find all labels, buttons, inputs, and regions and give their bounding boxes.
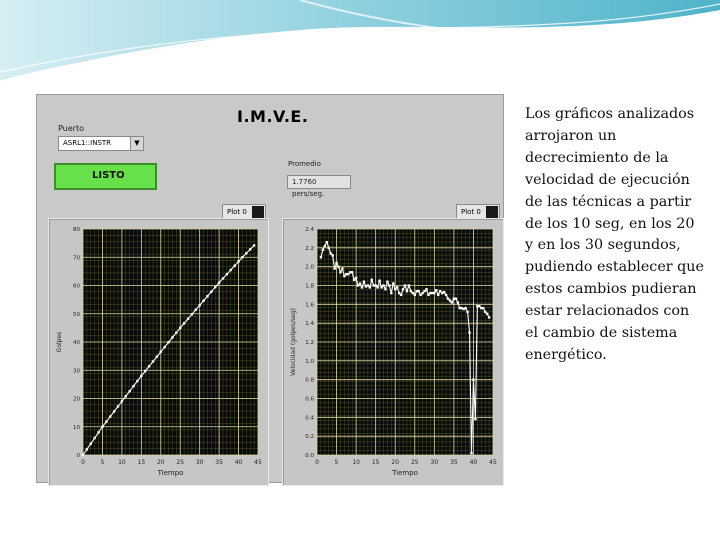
velocidad-chart-data-point — [457, 301, 459, 303]
golpes-chart-data-point — [163, 346, 165, 348]
golpes-chart-data-point — [214, 286, 216, 288]
app-title: I.M.V.E. — [237, 107, 309, 126]
golpes-chart-data-point — [156, 355, 158, 357]
golpes-chart-data-point — [206, 295, 208, 297]
velocidad-chart-data-point — [335, 262, 337, 264]
velocidad-chart-data-point — [331, 254, 333, 256]
velocidad-chart-data-point — [486, 313, 488, 315]
golpes-chart-data-point — [82, 454, 84, 456]
velocidad-chart-data-point — [359, 282, 361, 284]
golpes-chart-data-point — [132, 385, 134, 387]
velocidad-chart-data-point — [386, 281, 388, 283]
velocidad-chart-data-point — [451, 301, 453, 303]
velocidad-chart-data-point — [417, 290, 419, 292]
velocidad-chart-data-point — [384, 288, 386, 290]
plot-style-icon — [486, 206, 498, 218]
velocidad-chart-data-point — [363, 281, 365, 283]
velocidad-chart-data-point — [396, 286, 398, 288]
chart-velocidad-svg — [283, 219, 503, 485]
decorative-banner — [0, 0, 720, 90]
golpes-chart-data-point — [210, 291, 212, 293]
golpes-chart-y-tick-label: 0 — [76, 453, 80, 459]
velocidad-chart-data-point — [488, 316, 490, 318]
golpes-chart-data-point — [218, 281, 220, 283]
plot-legend-right-label: Plot 0 — [461, 208, 481, 216]
golpes-chart-data-point — [140, 375, 142, 377]
golpes-chart-y-tick-label: 50 — [73, 311, 80, 318]
velocidad-chart-data-point — [326, 241, 328, 243]
velocidad-chart-data-point — [470, 452, 472, 454]
golpes-chart-y-tick-label: 40 — [73, 340, 80, 346]
status-indicator: LISTO — [54, 163, 157, 190]
velocidad-chart-y-tick-label: 0.6 — [305, 396, 314, 403]
velocidad-chart-x-tick-label: 40 — [469, 459, 478, 466]
velocidad-chart-data-point — [322, 249, 324, 251]
golpes-chart-data-point — [222, 277, 224, 279]
puerto-label: Puerto — [58, 124, 84, 133]
velocidad-chart-x-tick-label: 30 — [430, 459, 439, 466]
golpes-chart-data-point — [187, 318, 189, 320]
velocidad-chart-data-point — [339, 271, 341, 273]
golpes-chart-x-tick-label: 45 — [254, 459, 262, 466]
golpes-chart-data-point — [198, 304, 200, 306]
velocidad-chart-data-point — [392, 282, 394, 284]
velocidad-chart-data-point — [341, 267, 343, 269]
golpes-chart-data-point — [191, 313, 193, 315]
velocidad-chart-x-tick-label: 15 — [371, 459, 380, 466]
golpes-chart-y-tick-label: 80 — [73, 227, 80, 233]
golpes-chart-data-point — [93, 437, 95, 439]
golpes-chart-data-point — [86, 448, 88, 450]
velocidad-chart-x-tick-label: 45 — [489, 459, 497, 466]
golpes-chart-x-tick-label: 40 — [234, 459, 243, 466]
golpes-chart-data-point — [241, 256, 243, 258]
golpes-chart-x-tick-label: 35 — [215, 459, 223, 466]
velocidad-chart-data-point — [402, 288, 404, 290]
golpes-chart-data-point — [90, 443, 92, 445]
golpes-chart-data-point — [105, 420, 107, 422]
golpes-chart-data-point — [125, 395, 127, 397]
chevron-down-icon[interactable]: ▼ — [130, 137, 143, 150]
golpes-chart-data-point — [230, 269, 232, 271]
golpes-chart-data-point — [171, 336, 173, 338]
golpes-chart-data-point — [245, 252, 247, 254]
golpes-chart-data-point — [179, 327, 181, 329]
velocidad-chart-data-point — [474, 418, 476, 420]
golpes-chart-data-point — [249, 248, 251, 250]
velocidad-chart-x-tick-label: 10 — [352, 459, 360, 466]
golpes-chart-x-tick-label: 0 — [81, 459, 85, 466]
golpes-chart-y-tick-label: 60 — [73, 283, 80, 290]
velocidad-chart-data-point — [328, 247, 330, 249]
velocidad-chart-data-point — [414, 294, 416, 296]
labview-front-panel — [36, 94, 504, 483]
velocidad-chart-y-tick-label: 2.0 — [305, 264, 314, 271]
golpes-chart-y-tick-label: 70 — [73, 255, 80, 262]
velocidad-chart-x-tick-label: 35 — [450, 459, 458, 466]
golpes-chart-data-point — [109, 415, 111, 417]
velocidad-chart-data-point — [408, 284, 410, 286]
velocidad-chart-x-tick-label: 5 — [334, 459, 339, 466]
velocidad-chart-data-point — [404, 284, 406, 286]
golpes-chart-x-tick-label: 30 — [195, 459, 204, 466]
velocidad-chart-data-point — [388, 284, 390, 286]
velocidad-chart-y-tick-label: 1.4 — [305, 321, 314, 328]
golpes-chart-data-point — [175, 331, 177, 333]
velocidad-chart-data-point — [435, 289, 437, 291]
plot-legend-left-label: Plot 0 — [227, 208, 247, 216]
golpes-chart-data-point — [128, 390, 130, 392]
golpes-chart-x-tick-label: 20 — [156, 459, 165, 466]
golpes-chart-data-point — [97, 431, 99, 433]
velocidad-chart-y-tick-label: 0.4 — [305, 415, 314, 422]
promedio-label: Promedio — [288, 160, 321, 168]
golpes-chart-data-point — [226, 273, 228, 275]
golpes-chart-x-tick-label: 10 — [118, 459, 126, 466]
golpes-chart-y-tick-label: 20 — [73, 396, 80, 403]
golpes-chart-y-tick-label: 10 — [73, 424, 80, 431]
velocidad-chart-data-point — [468, 331, 470, 333]
golpes-chart-data-point — [117, 405, 119, 407]
golpes-chart-x-tick-label: 25 — [176, 459, 185, 466]
velocidad-chart-data-point — [355, 277, 357, 279]
velocidad-chart-data-point — [464, 307, 466, 309]
golpes-chart-data-point — [195, 309, 197, 311]
golpes-chart-data-point — [148, 365, 150, 367]
velocidad-chart-y-tick-label: 0.2 — [305, 434, 314, 441]
velocidad-chart-y-tick-label: 2.4 — [305, 227, 314, 233]
golpes-chart-y-tick-label: 30 — [73, 368, 80, 375]
velocidad-chart-data-point — [400, 294, 402, 296]
velocidad-chart-data-point — [406, 290, 408, 292]
golpes-chart-y-axis-label: Golpes — [56, 331, 63, 353]
velocidad-chart-data-point — [337, 265, 339, 267]
velocidad-chart-y-tick-label: 1.0 — [305, 358, 314, 365]
velocidad-chart-data-point — [320, 256, 322, 258]
chart-golpes — [48, 218, 269, 486]
chart-golpes-svg — [49, 219, 268, 485]
velocidad-chart-data-point — [371, 279, 373, 281]
velocidad-chart-y-tick-label: 0.0 — [305, 453, 314, 459]
golpes-chart-data-point — [101, 426, 103, 428]
chart-velocidad — [282, 218, 504, 486]
golpes-chart-data-point — [144, 370, 146, 372]
velocidad-chart-data-point — [324, 245, 326, 247]
velocidad-chart-x-tick-label: 20 — [391, 459, 400, 466]
velocidad-chart-data-point — [382, 284, 384, 286]
plot-style-icon — [252, 206, 264, 218]
golpes-chart-data-point — [160, 351, 162, 353]
velocidad-chart-data-point — [390, 292, 392, 294]
golpes-chart-data-point — [237, 260, 239, 262]
velocidad-chart-data-point — [378, 280, 380, 282]
description-text: Los gráficos analizados arrojaron un decrecimiento de la velocidad de ejecución de las técnicas a partir de los 10 seg, en los 20 y en los 30 segundos, pudiendo establecer que estos cambios pudieran estar relacionados con el cambio de sistema energético. — [525, 106, 704, 363]
velocidad-chart-data-point — [443, 291, 445, 293]
velocidad-chart-data-point — [466, 311, 468, 313]
golpes-chart-x-tick-label: 5 — [100, 459, 105, 466]
velocidad-chart-data-point — [361, 286, 363, 288]
promedio-display: 1.7760 pers/seg. — [287, 175, 351, 189]
golpes-chart-data-point — [253, 244, 255, 246]
velocidad-chart-data-point — [333, 267, 335, 269]
golpes-chart-data-point — [121, 400, 123, 402]
golpes-chart-data-point — [202, 300, 204, 302]
velocidad-chart-data-point — [482, 307, 484, 309]
velocidad-chart-data-point — [455, 297, 457, 299]
velocidad-chart-data-point — [437, 294, 439, 296]
golpes-chart-data-point — [113, 410, 115, 412]
velocidad-chart-y-tick-label: 1.8 — [305, 283, 314, 290]
golpes-chart-data-point — [233, 265, 235, 267]
velocidad-chart-x-tick-label: 0 — [315, 459, 319, 466]
velocidad-chart-data-point — [369, 286, 371, 288]
golpes-chart-data-point — [167, 341, 169, 343]
velocidad-chart-y-tick-label: 1.2 — [305, 340, 314, 346]
velocidad-chart-y-axis-label: Velocidad (golpes/seg) — [290, 308, 297, 376]
velocidad-chart-data-point — [472, 378, 474, 380]
velocidad-chart-y-tick-label: 1.6 — [305, 302, 314, 309]
velocidad-chart-data-point — [376, 286, 378, 288]
velocidad-chart-y-tick-label: 2.2 — [305, 245, 314, 252]
puerto-select[interactable] — [58, 136, 144, 151]
velocidad-chart-data-point — [433, 292, 435, 294]
puerto-value: ASRL1::INSTR — [63, 139, 112, 147]
velocidad-chart-data-point — [445, 294, 447, 296]
golpes-chart-x-axis-label: Tiempo — [157, 469, 184, 477]
golpes-chart-data-point — [183, 322, 185, 324]
velocidad-chart-x-tick-label: 25 — [410, 459, 419, 466]
velocidad-chart-data-point — [351, 271, 353, 273]
velocidad-chart-y-tick-label: 0.8 — [305, 377, 314, 384]
golpes-chart-data-point — [152, 360, 154, 362]
golpes-chart-x-tick-label: 15 — [137, 459, 146, 466]
velocidad-chart-data-point — [425, 288, 427, 290]
golpes-chart-data-point — [136, 380, 138, 382]
velocidad-chart-x-axis-label: Tiempo — [392, 469, 418, 477]
